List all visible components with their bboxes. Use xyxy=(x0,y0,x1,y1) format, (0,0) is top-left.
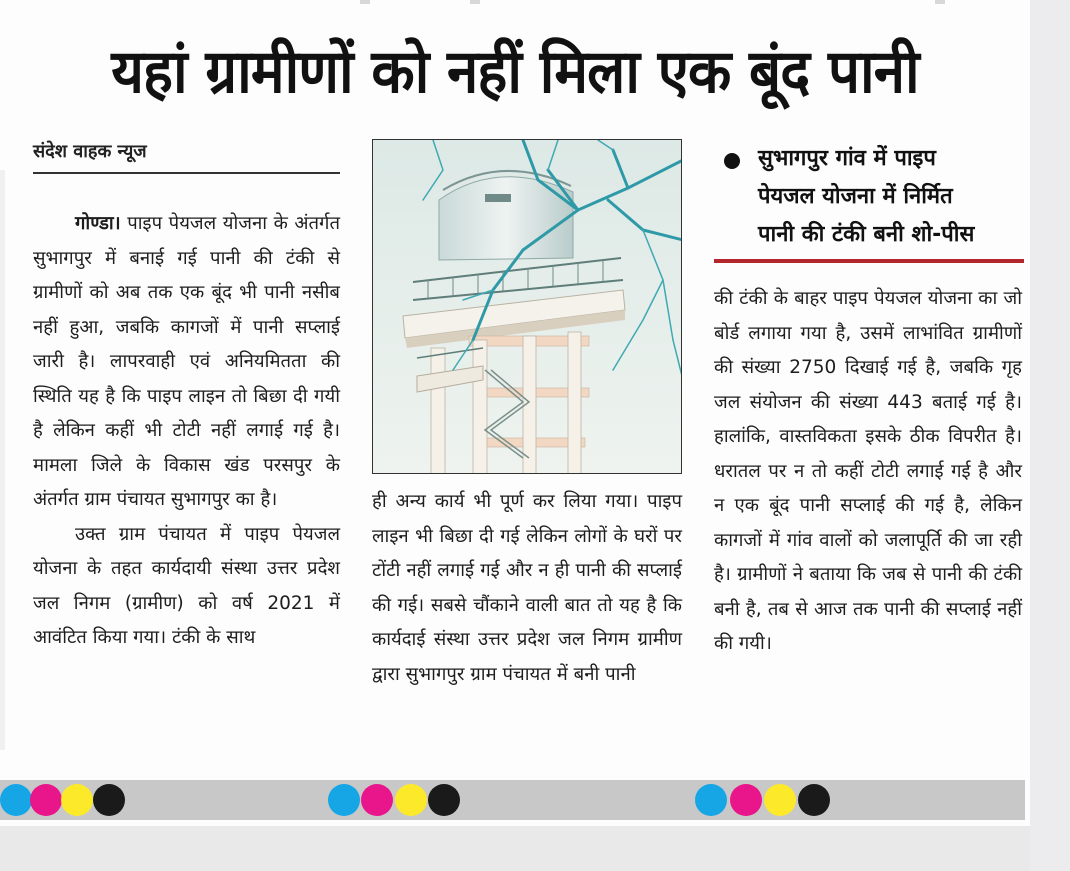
water-tower-illustration xyxy=(373,140,682,474)
column-1-para-1 xyxy=(33,207,340,518)
highlight-line-1: सुभागपुर गांव में पाइप xyxy=(758,146,936,171)
highlight-line-2: पेयजल योजना में निर्मित xyxy=(758,184,953,209)
column-3 xyxy=(714,282,1022,662)
left-page-edge xyxy=(0,170,5,750)
magenta-dot-2 xyxy=(361,784,393,816)
yellow-dot-1 xyxy=(61,784,93,816)
yellow-dot-2 xyxy=(395,784,427,816)
column-1 xyxy=(33,207,340,656)
highlight-text xyxy=(758,140,1028,254)
byline: संदेश वाहक न्यूज xyxy=(33,141,147,162)
dateline: गोण्डा। xyxy=(75,213,121,234)
magenta-dot-3 xyxy=(730,784,762,816)
yellow-dot-3 xyxy=(764,784,796,816)
column-2-para-1: ही अन्य कार्य भी पूर्ण कर लिया गया। पाइप लाइन भी बिछा दी गई लेकिन लोगों के घरों पर टोंटी नहीं लगाई गई और न ही पानी की सप्लाई की गई। सबसे चौंकाने वाली बात तो यह है कि कार्यदाई संस्था उत्तर प्रदेश जल निगम ग्रामीण द्वारा सुभागपुर ग्राम पंचायत में बनी पानी xyxy=(372,491,682,685)
highlight-line-3: पानी की टंकी बनी शो-पीस xyxy=(758,222,975,247)
column-1-para-1-text: पाइप पेयजल योजना के अंतर्गत सुभागपुर में बनाई गई पानी की टंकी से ग्रामीणों को अब तक एक बूंद भी पानी नसीब नहीं हुआ, जबकि कागजों में पानी सप्लाई जारी है। लापरवाही एवं अनियमितता की स्थिति यह है कि पाइप लाइन तो बिछा दी गयी है लेकिन कहीं भी टोटी नहीं लगाई गई है। मामला जिले के विकास खंड परसपुर के अंतर्गत ग्राम पंचायत सुभागपुर का है। xyxy=(33,213,340,510)
black-dot-3 xyxy=(798,784,830,816)
black-dot-1 xyxy=(93,784,125,816)
column-1-para-2: उक्त ग्राम पंचायत में पाइप पेयजल योजना के तहत कार्यदायी संस्था उत्तर प्रदेश जल निगम (ग्रामीण) को वर्ष 2021 में आवंटित किया गया। टंकी के साथ xyxy=(33,523,340,648)
cyan-dot-3 xyxy=(695,784,727,816)
byline-rule xyxy=(33,172,340,174)
highlight-red-rule xyxy=(714,259,1024,263)
column-3-para-1: की टंकी के बाहर पाइप पेयजल योजना का जो बोर्ड लगाया गया है, उसमें लाभांवित ग्रामीणों की संख्या 2750 दिखाई गई है, जबकि गृह जल संयोजन की संख्या 443 बताई गई है। हालांकि, वास्तविकता इसके ठीक विपरीत है। धरातल पर न तो कहीं टोटी लगाई गई है और न एक बूंद पानी सप्लाई की गई है, लेकिन कागजों में गांव वालों को जलापूर्ति की जा रही है। ग्रामीणों ने बताया कि जब से पानी की टंकी बनी है, तब से आज तक पानी की सप्लाई नहीं की गयी। xyxy=(714,288,1022,654)
cyan-dot-2 xyxy=(328,784,360,816)
bullet-icon xyxy=(724,153,740,169)
water-tower-photo xyxy=(372,139,682,474)
black-dot-2 xyxy=(428,784,460,816)
right-background xyxy=(1030,0,1070,871)
headline: यहां ग्रामीणों को नहीं मिला एक बूंद पानी xyxy=(111,37,919,107)
cyan-dot-1 xyxy=(0,784,32,816)
registration-strip xyxy=(0,780,1025,820)
magenta-dot-1 xyxy=(30,784,62,816)
column-2 xyxy=(372,485,682,692)
